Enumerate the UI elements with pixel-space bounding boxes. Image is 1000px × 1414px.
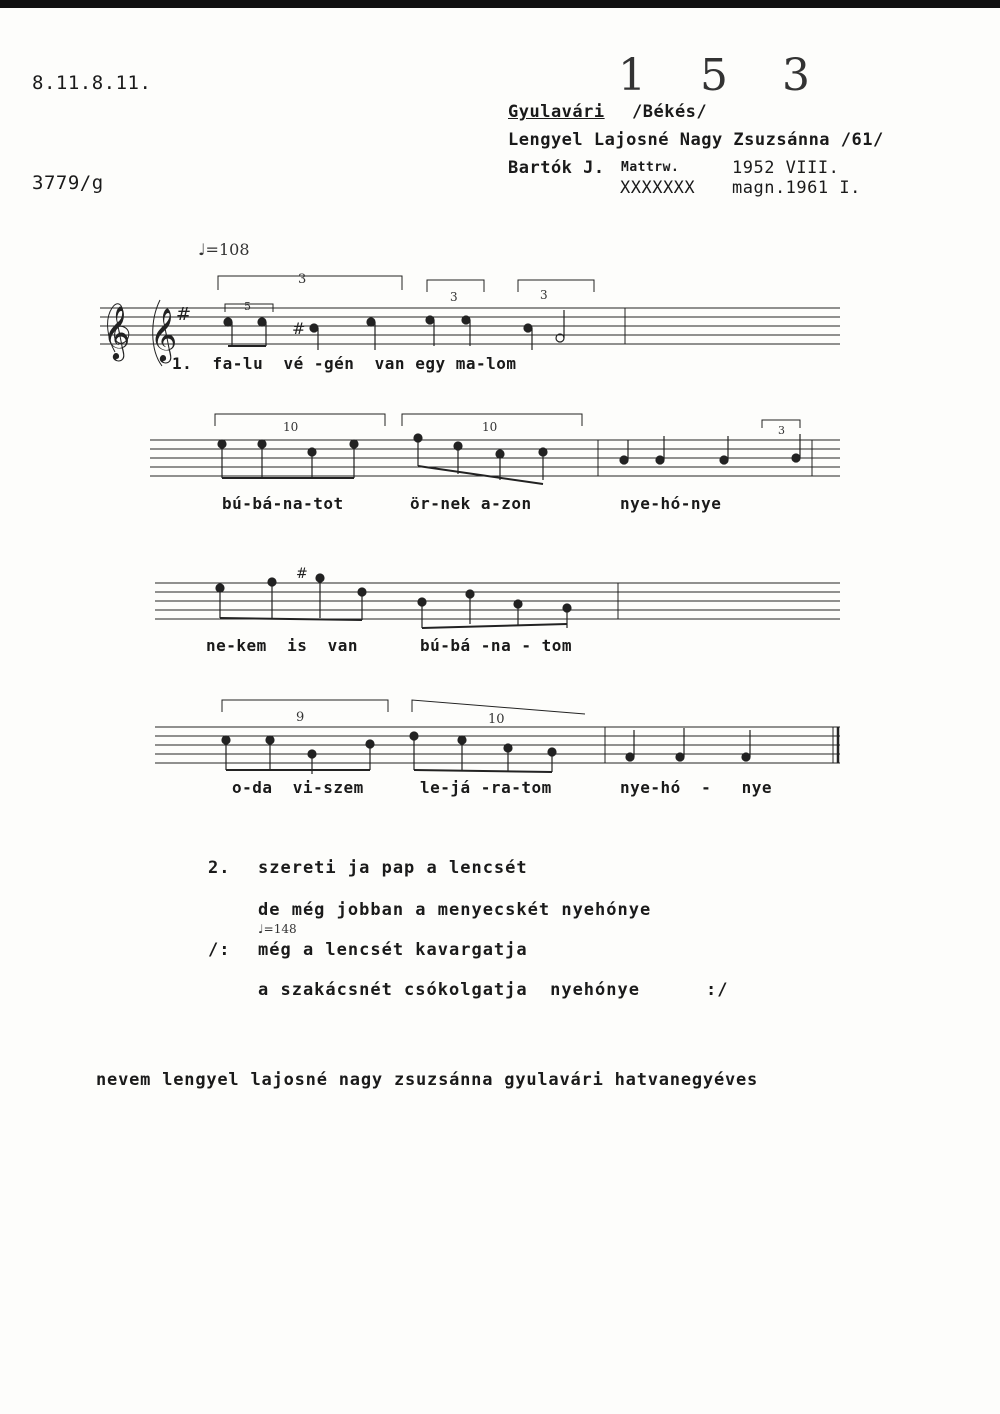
lyrics-line-3-part: ne-kem is van — [206, 636, 358, 655]
repeat-close: :/ — [706, 980, 729, 1000]
lyrics-line-4-part: nye-hó - nye — [620, 778, 772, 797]
svg-text:#: # — [176, 304, 192, 325]
lyrics-line-3-part: bú-bá -na - tom — [420, 636, 572, 655]
lyrics-line-1: 1. fa-lu vé -gén van egy ma-lom — [172, 354, 517, 373]
svg-text:#: # — [296, 566, 308, 582]
lyrics-line-2-part: nye-hó-nye — [620, 494, 722, 513]
verse-line: szereti ja pap a lencsét — [258, 858, 528, 878]
staff-line-4 — [155, 727, 840, 763]
lyrics-line-4-part: le-já -ra-tom — [420, 778, 552, 797]
tempo-marking-2: ♩=148 — [258, 922, 297, 936]
svg-text:#: # — [292, 319, 306, 338]
verse-line: még a lencsét kavargatja — [258, 940, 528, 960]
recording-date-2: magn.1961 I. — [732, 178, 861, 198]
handwritten-number: 1 5 3 — [618, 50, 830, 101]
tuplet-number: 3 — [540, 288, 548, 302]
struck-out-text: XXXXXXX — [620, 178, 696, 198]
tuplet-number: 10 — [482, 420, 498, 434]
lyrics-line-4-part: o-da vi-szem — [232, 778, 364, 797]
spoken-introduction: nevem lengyel lajosné nagy zsuzsánna gyulavári hatvanegyéves — [96, 1070, 759, 1090]
svg-text:𝄞: 𝄞 — [150, 307, 178, 361]
staff-line-2 — [150, 440, 840, 476]
collector-suffix: Mattrw. — [621, 160, 680, 175]
svg-text:𝄞: 𝄞 — [103, 305, 131, 359]
archive-number: 3779/g — [32, 172, 104, 194]
verse-line: a szakácsnét csókolgatja nyehónye — [258, 980, 640, 1000]
lyrics-line-2-part: ör-nek a-zon — [410, 494, 532, 513]
catalog-code: 8.11.8.11. — [32, 72, 152, 94]
tuplet-number: 10 — [283, 420, 299, 434]
tuplet-number: 5 — [244, 300, 251, 313]
performer-name: Lengyel Lajosné Nagy Zsuzsánna /61/ — [508, 130, 884, 150]
tuplet-number: 3 — [298, 272, 307, 287]
tuplet-number: 10 — [488, 712, 505, 727]
place-name: Gyulavári — [508, 102, 605, 122]
verse-number: 2. — [208, 858, 231, 878]
repeat-open: /: — [208, 940, 231, 960]
verse-line: de még jobban a menyecskét nyehónye — [258, 900, 652, 920]
collector-name: Bartók J. — [508, 158, 605, 178]
tuplet-number: 3 — [778, 424, 785, 437]
tuplet-number: 9 — [296, 710, 305, 725]
tempo-marking: ♩=108 — [198, 240, 250, 259]
county-name: /Békés/ — [632, 102, 708, 122]
lyrics-line-2-part: bú-bá-na-tot — [222, 494, 344, 513]
recording-date-1: 1952 VIII. — [732, 158, 840, 178]
staff-line-3 — [155, 583, 840, 619]
tuplet-number: 3 — [450, 290, 458, 304]
